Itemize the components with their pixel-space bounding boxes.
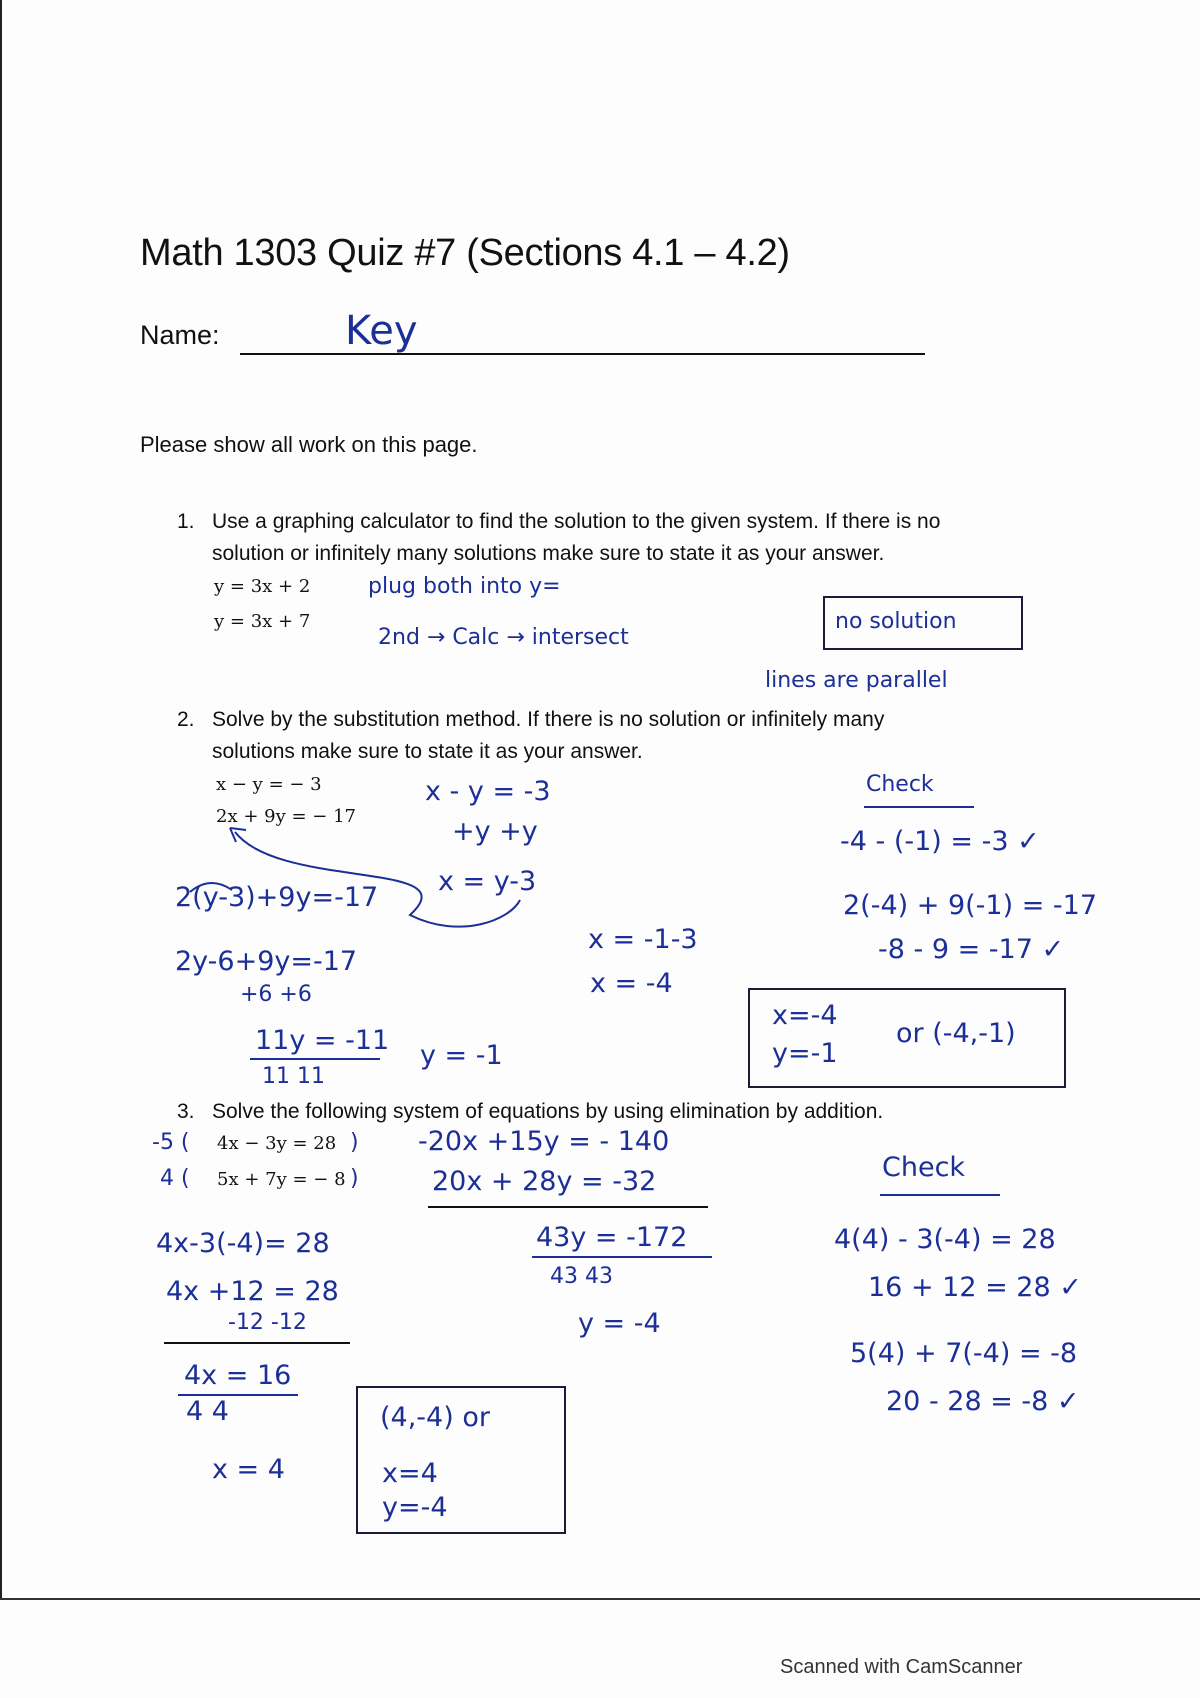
problem3-elim-line — [428, 1206, 708, 1208]
problem3-text-line1: Solve the following system of equations by using elimination by addition. — [212, 1100, 884, 1123]
problem3-close1: ) — [350, 1130, 359, 1155]
problem2-answer-x: x=-4 — [772, 1000, 838, 1031]
problem2-work-c1: x = -1-3 — [588, 924, 698, 955]
problem2-eq2: 2x + 9y = − 17 — [216, 806, 356, 827]
problem2-check-label: Check — [866, 772, 934, 797]
problem3-back5: 4 4 — [186, 1396, 229, 1427]
problem2-work-b5: 11 11 — [262, 1064, 325, 1089]
problem1-text-line2: solution or infinitely many solutions make sure to state it as your answer. — [212, 542, 885, 565]
problem3-back2: 4x +12 = 28 — [166, 1276, 339, 1307]
problem3-answer-x: x=4 — [382, 1458, 438, 1489]
problem3-check2: 16 + 12 = 28 ✓ — [868, 1272, 1082, 1303]
substitution-arrow — [170, 820, 590, 940]
problem3-back1: 4x-3(-4)= 28 — [156, 1228, 330, 1259]
problem3-answer-y: y=-4 — [382, 1492, 448, 1523]
problem2-answer-y: y=-1 — [772, 1038, 838, 1069]
problem3-sum2: 43 43 — [550, 1264, 613, 1289]
name-value: Key — [345, 308, 418, 354]
problem2-work-c2: x = -4 — [590, 968, 673, 999]
instructions: Please show all work on this page. — [140, 432, 478, 457]
problem2-text-line2: solutions make sure to state it as your answer. — [212, 740, 643, 763]
problem3-check4: 20 - 28 = -8 ✓ — [886, 1386, 1080, 1417]
problem2-work-a3: x = y-3 — [438, 866, 537, 897]
problem3-elim1: -20x +15y = - 140 — [418, 1126, 670, 1157]
problem2-work-a1: x - y = -3 — [425, 776, 551, 807]
problem3-eq1: 4x − 3y = 28 — [217, 1133, 337, 1154]
name-underline — [240, 353, 925, 355]
problem1-eq2: y = 3x + 7 — [214, 611, 311, 632]
name-label: Name: — [140, 320, 220, 350]
problem2-text-line1: Solve by the substitution method. If there is no solution or infinitely many — [212, 708, 885, 731]
page-edge-left — [0, 0, 2, 1600]
problem2-work-b4: 11y = -11 — [255, 1025, 390, 1056]
problem1-answer: no solution — [835, 609, 957, 634]
problem3-mult2: 4 ( — [160, 1166, 190, 1191]
problem2-eq1: x − y = − 3 — [216, 774, 322, 795]
problem1-eq1: y = 3x + 2 — [214, 576, 311, 597]
problem2-answer-box — [748, 988, 1066, 1088]
problem3-number: 3. — [177, 1100, 195, 1123]
problem1-number: 1. — [177, 510, 195, 533]
problem1-note2: 2nd → Calc → intersect — [378, 625, 629, 650]
problem1-text-line1: Use a graphing calculator to find the solution to the given system. If there is no — [212, 510, 941, 533]
problem3-sum3: y = -4 — [578, 1308, 661, 1339]
problem2-number: 2. — [177, 708, 195, 731]
problem2-work-b1: 2(y-3)+9y=-17 — [175, 882, 379, 913]
problem2-work-b6: y = -1 — [420, 1040, 503, 1071]
problem3-back4: 4x = 16 — [184, 1360, 292, 1391]
problem3-sum-bar — [532, 1256, 712, 1258]
quiz-title: Math 1303 Quiz #7 (Sections 4.1 – 4.2) — [140, 232, 790, 274]
problem2-work-b3: +6 +6 — [240, 982, 312, 1007]
problem1-answer-box — [823, 596, 1023, 650]
problem1-note1: plug both into y= — [368, 574, 561, 599]
problem3-eq2: 5x + 7y = − 8 — [217, 1169, 346, 1190]
problem3-sum1: 43y = -172 — [536, 1222, 688, 1253]
problem3-back3: -12 -12 — [228, 1310, 307, 1335]
problem3-check-label: Check — [882, 1152, 966, 1183]
problem3-check3: 5(4) + 7(-4) = -8 — [850, 1338, 1078, 1369]
problem3-check-underline — [880, 1194, 1000, 1196]
problem3-check1: 4(4) - 3(-4) = 28 — [834, 1224, 1056, 1255]
problem1-answer-note: lines are parallel — [765, 668, 948, 693]
problem3-answer-pt: (4,-4) or — [380, 1402, 490, 1433]
problem2-check1: -4 - (-1) = -3 ✓ — [840, 826, 1040, 857]
problem3-close2: ) — [350, 1166, 359, 1191]
problem3-back-line — [164, 1342, 350, 1344]
problem2-work-b2: 2y-6+9y=-17 — [175, 946, 358, 977]
problem3-mult1: -5 ( — [152, 1130, 190, 1155]
page-edge-bottom — [0, 1598, 1200, 1600]
problem2-answer-alt: or (-4,-1) — [896, 1018, 1016, 1049]
problem2-check3: -8 - 9 = -17 ✓ — [878, 934, 1065, 965]
problem3-elim2: 20x + 28y = -32 — [432, 1166, 657, 1197]
problem2-fraction-bar — [250, 1058, 380, 1060]
problem2-check2: 2(-4) + 9(-1) = -17 — [843, 890, 1098, 921]
problem2-check-underline — [864, 806, 974, 808]
problem3-answer-box — [356, 1386, 566, 1534]
scanner-watermark: Scanned with CamScanner — [780, 1656, 1023, 1678]
problem2-work-a2: +y +y — [452, 816, 538, 847]
problem3-back6: x = 4 — [212, 1454, 285, 1485]
